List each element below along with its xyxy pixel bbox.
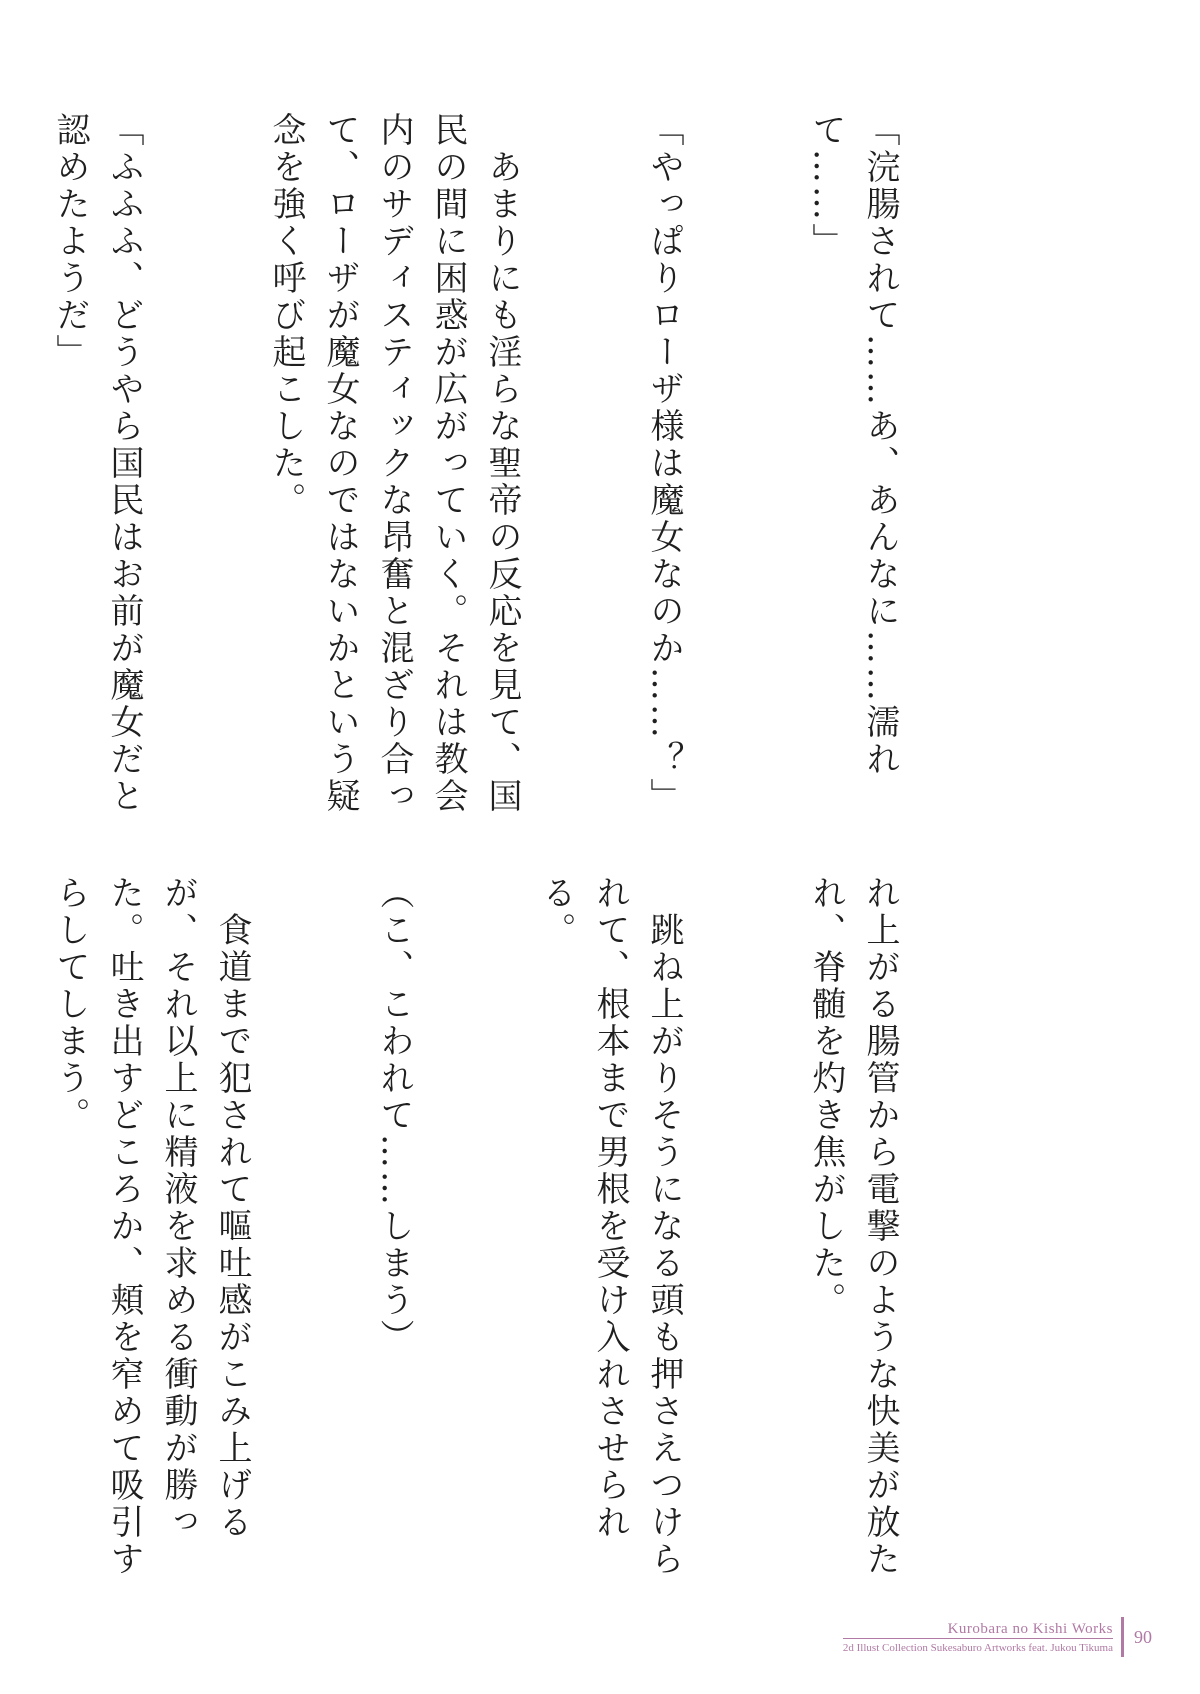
footer-credits	[843, 1620, 1121, 1655]
paragraph: 跳ね上がりそうになる頭も押さえつけられて、根本まで男根を受け入れさせられる。	[536, 875, 684, 1578]
paragraph: （こ、こわれて……しまう）	[374, 875, 414, 1356]
paragraph: 「ふふふ、どうやら国民はお前が魔女だと認めたようだ」	[50, 112, 144, 815]
paragraph: 「浣腸されて……あ、あんなに……濡れて……」	[806, 112, 900, 778]
upper-text-column	[50, 112, 1015, 832]
paragraph: れ上がる腸管から電撃のような快美が放たれ、脊髄を灼き焦がした。	[806, 875, 900, 1578]
footer-title: Kurobara no Kishi Works	[947, 1620, 1113, 1637]
page-number: 90	[1134, 1626, 1152, 1647]
lower-text-column	[50, 875, 1015, 1595]
footer-divider	[1121, 1617, 1124, 1657]
paragraph: あまりにも淫らな聖帝の反応を見て、国民の間に困惑が広がっていく。それは教会内のサディスティックな昂奮と混ざり合って、ローザが魔女なのではないかという疑念を強く呼び起こした。	[266, 112, 522, 815]
footer-subtitle: 2d Illust Collection Sukesaburo Artworks feat. Jukou Tikuma	[843, 1638, 1113, 1655]
paragraph: 食道まで犯されて嘔吐感がこみ上げるが、それ以上に精液を求める衝動が勝った。吐き出すどころか、頬を窄めて吸引すらしてしまう。	[50, 875, 252, 1578]
page-footer	[843, 1614, 1152, 1660]
paragraph: 「やっぱりローザ様は魔女なのか……？」	[644, 112, 684, 815]
